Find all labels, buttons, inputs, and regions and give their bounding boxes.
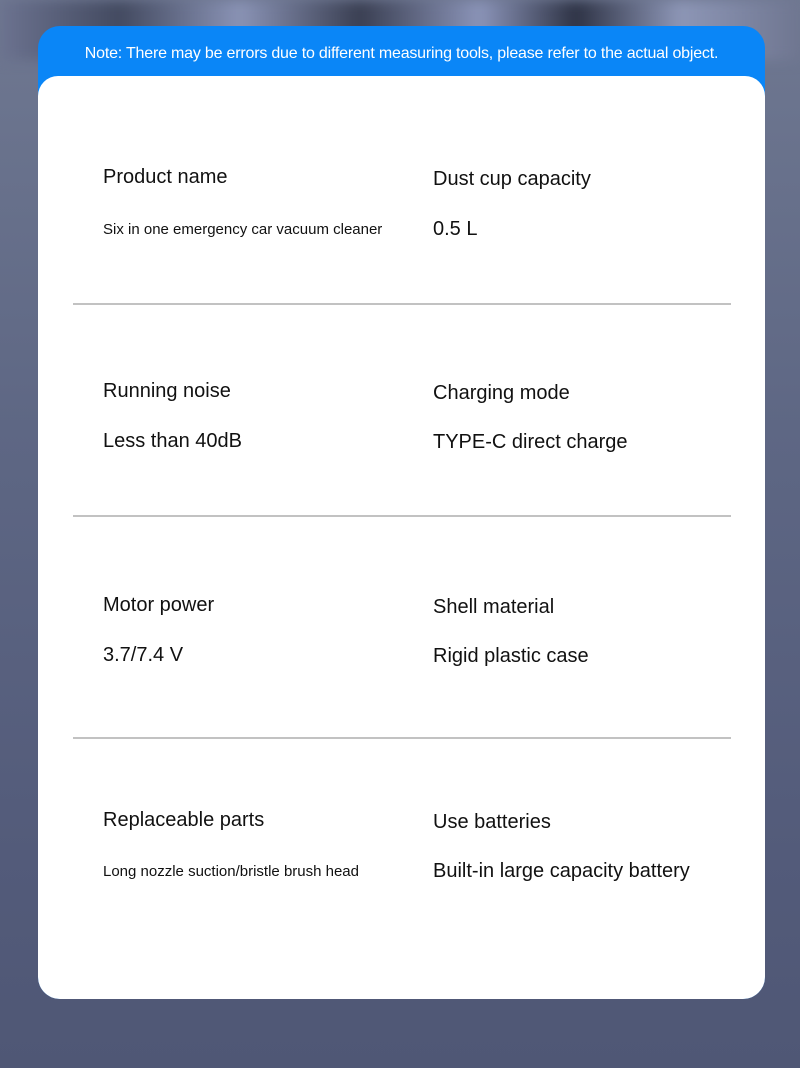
spec-label-replaceable-parts: Replaceable parts <box>103 809 265 831</box>
row-divider <box>73 303 731 305</box>
spec-value-product-name: Six in one emergency car vacuum cleaner <box>103 221 383 238</box>
spec-value-running-noise: Less than 40dB <box>103 430 242 452</box>
spec-value-dust-cup-capacity: 0.5 L <box>433 218 478 240</box>
spec-value-use-batteries: Built-in large capacity battery <box>433 860 690 882</box>
spec-card <box>38 26 765 999</box>
spec-label-use-batteries: Use batteries <box>433 811 551 833</box>
spec-label-running-noise: Running noise <box>103 380 231 402</box>
spec-value-motor-power: 3.7/7.4 V <box>103 644 184 666</box>
spec-label-motor-power: Motor power <box>103 594 215 616</box>
spec-panel <box>38 76 765 999</box>
row-divider <box>73 737 731 739</box>
measurement-note: Note: There may be errors due to different measuring tools, please refer to the actual object. <box>84 45 719 62</box>
spec-label-charging-mode: Charging mode <box>433 382 570 404</box>
spec-value-replaceable-parts: Long nozzle suction/bristle brush head <box>103 863 359 880</box>
spec-value-charging-mode: TYPE-C direct charge <box>433 431 628 453</box>
spec-label-dust-cup-capacity: Dust cup capacity <box>433 168 591 190</box>
spec-label-product-name: Product name <box>103 166 228 188</box>
spec-label-shell-material: Shell material <box>433 596 555 618</box>
row-divider <box>73 515 731 517</box>
spec-value-shell-material: Rigid plastic case <box>433 645 589 667</box>
